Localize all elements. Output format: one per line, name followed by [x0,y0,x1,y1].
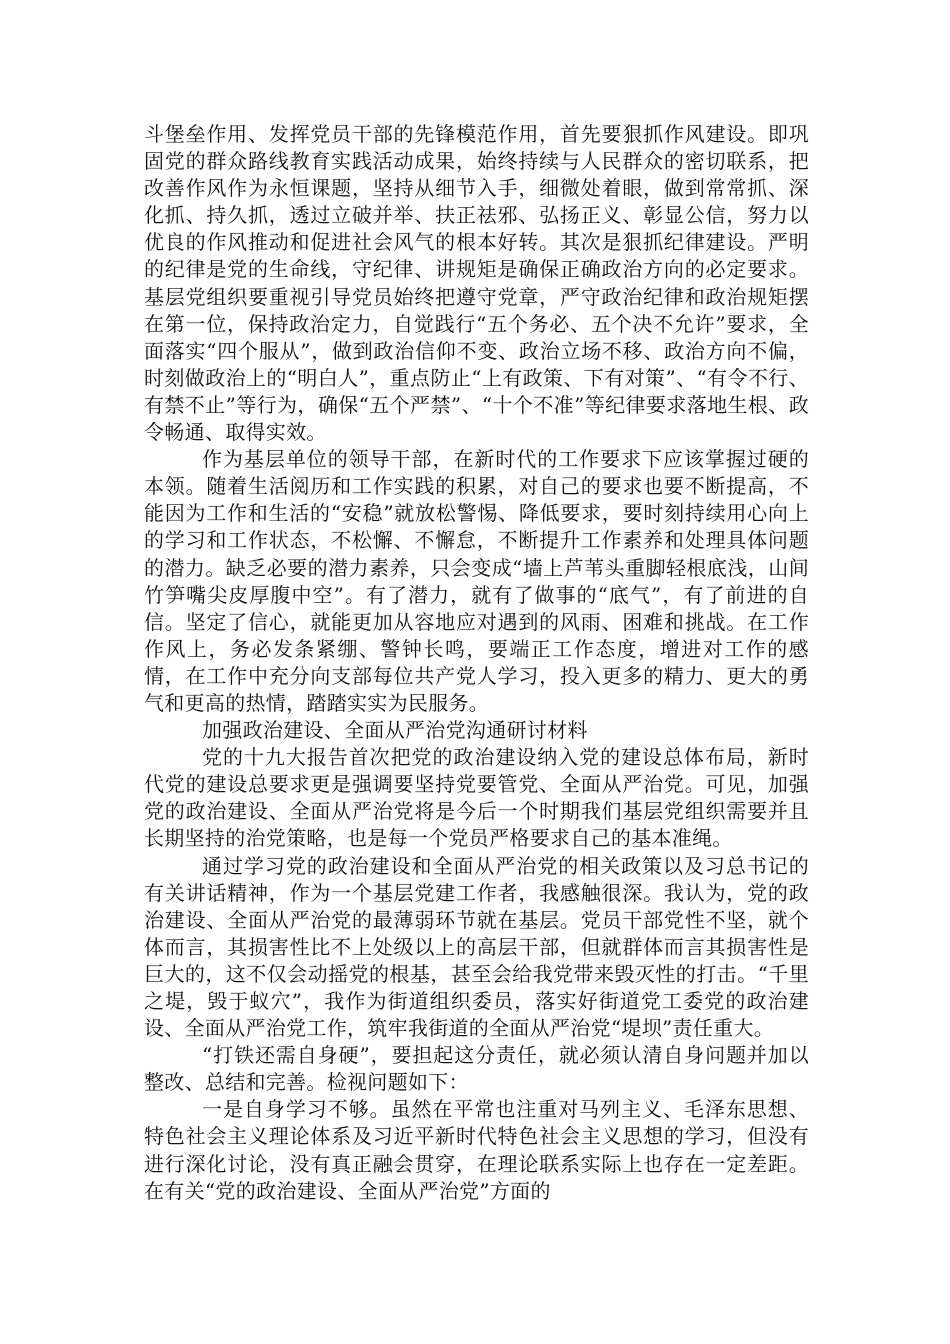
paragraph-study-reflection: 通过学习党的政治建设和全面从严治党的相关政策以及习总书记的有关讲话精神，作为一个基层党建工作者，我感触很深。我认为，党的政治建设、全面从严治党的最薄弱环节就在基层。党员干部党性不坚，就个体而言，其损害性比不上处级以上的高层干部，但就群体而言其损害性是巨大的，这不仅会动摇党的根基，甚至会给我党带来毁灭性的打击。“千里之堤，毁于蚁穴”，我作为街道组织委员，落实好街道党工委党的政治建设、全面从严治党工作，筑牢我街道的全面从严治党“堤坝”责任重大。 [144,853,809,1041]
paragraph-self-discipline: “打铁还需自身硬”，要担起这分责任，就必须认清自身问题并加以整改、总结和完善。检视问题如下： [144,1043,809,1095]
document-body [144,121,809,1205]
section-heading: 加强政治建设、全面从严治党沟通研讨材料 [202,718,588,743]
paragraph-nineteenth-congress: 党的十九大报告首次把党的政治建设纳入党的建设总体布局，新时代党的建设总要求更是强调要坚持党要管党、全面从严治党。可见，加强党的政治建设、全面从严治党将是今后一个时期我们基层党组织需要并且长期坚持的治党策略，也是每一个党员严格要求自己的基本准绳。 [144,745,809,851]
paragraph-leadership-skills: 作为基层单位的领导干部，在新时代的工作要求下应该掌握过硬的本领。随着生活阅历和工作实践的积累，对自己的要求也要不断提高，不能因为工作和生活的“安稳”就放松警惕、降低要求，要时刻持续用心向上的学习和工作状态，不松懈、不懈怠，不断提升工作素养和处理具体问题的潜力。缺乏必要的潜力素养，只会变成“墙上芦苇头重脚轻根底浅，山间竹笋嘴尖皮厚腹中空”。有了潜力，就有了做事的“底气”，有了前进的自信。坚定了信心，就能更加从容地应对遇到的风雨、困难和挑战。在工作作风上，务必发条紧绷、警钟长鸣，要端正工作态度，增进对工作的感情，在工作中充分向支部每位共产党人学习，投入更多的精力、更大的勇气和更高的热情，踏踏实实为民服务。 [144,447,809,715]
paragraph-issue-one: 一是自身学习不够。虽然在平常也注重对马列主义、毛泽东思想、特色社会主义理论体系及习近平新时代特色社会主义思想的学习，但没有进行深化讨论，没有真正融会贯穿，在理论联系实际上也存在一定差距。在有关“党的政治建设、全面从严治党”方面的 [144,1097,809,1203]
paragraph-continuation: 斗堡垒作用、发挥党员干部的先锋模范作用，首先要狠抓作风建设。即巩固党的群众路线教育实践活动成果，始终持续与人民群众的密切联系，把改善作风作为永恒课题，坚持从细节入手，细微处着眼，做到常常抓、深化抓、持久抓，透过立破并举、扶正祛邪、弘扬正义、彰显公信，努力以优良的作风推动和促进社会风气的根本好转。其次是狠抓纪律建设。严明的纪律是党的生命线，守纪律、讲规矩是确保正确政治方向的必定要求。基层党组织要重视引导党员始终把遵守党章，严守政治纪律和政治规矩摆在第一位，保持政治定力，自觉践行“五个务必、五个决不允许”要求，全面落实“四个服从”，做到政治信仰不变、政治立场不移、政治方向不偏，时刻做政治上的“明白人”，重点防止“上有政策、下有对策”、“有令不行、有禁不止”等行为，确保“五个严禁”、“十个不准”等纪律要求落地生根、政令畅通、取得实效。 [144,122,809,445]
